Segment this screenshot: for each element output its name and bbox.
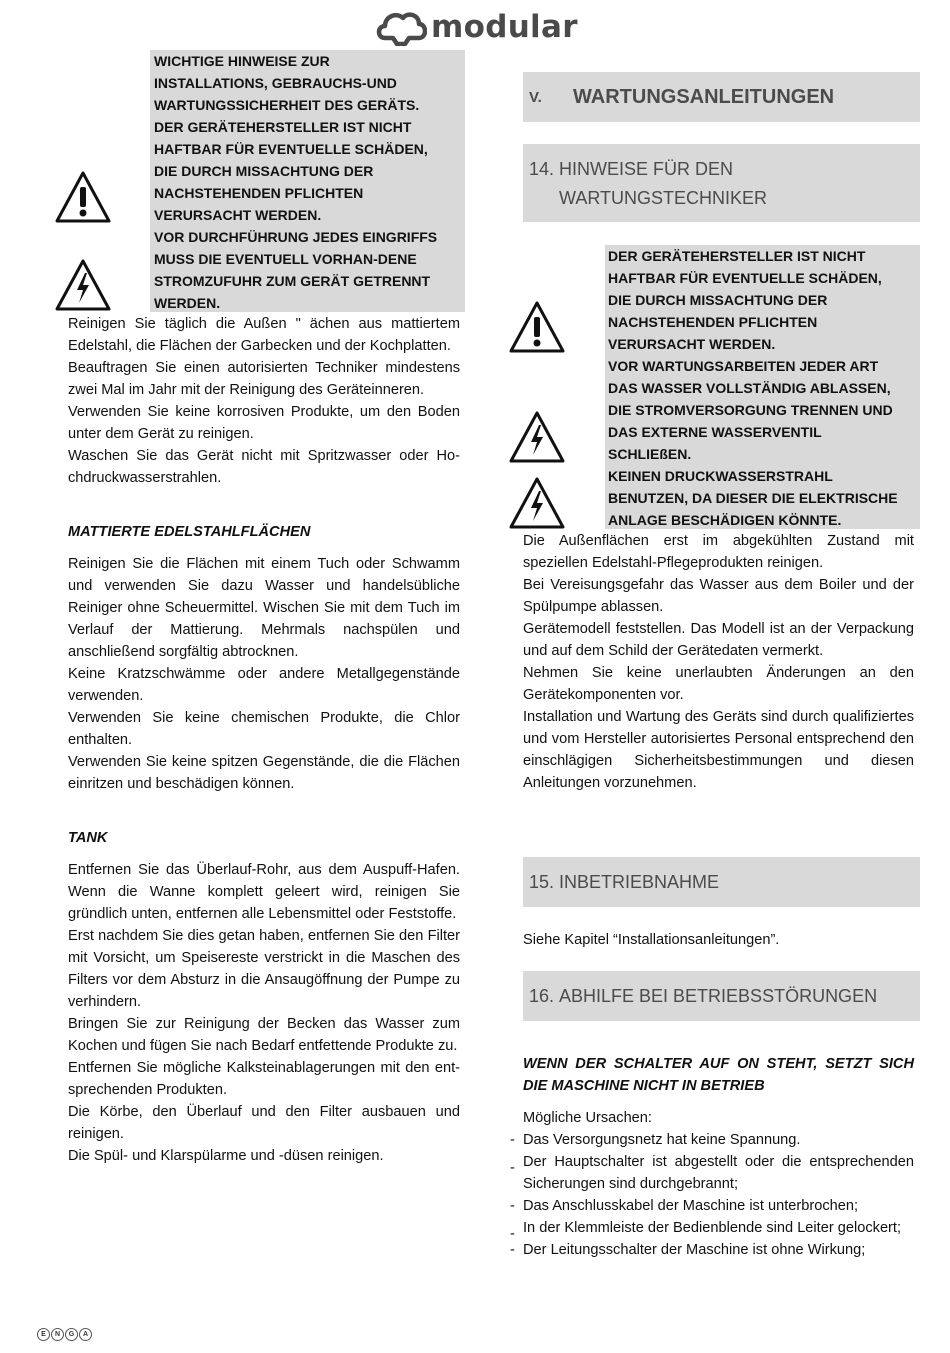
causes-list <box>510 1129 914 1261</box>
brand-logo <box>375 6 578 48</box>
paragraph: Entfernen Sie mögliche Kalksteinablagerungen mit den ent-sprechenden Produkten. <box>68 1060 460 1098</box>
technician-warning-text: DER GERÄTEHERSTELLER IST NICHT HAFTBAR FÜR EVENTUELLE SCHÄDEN, DIE DURCH MISSACHTUNG DER NACHSTEHENDEN PFLICHTEN VERURSACHT WERDEN. VOR WARTUNGSARBEITEN JEDER ART DAS WASSER VOLLSTÄNDIG ABLASSEN, DIE STROMVERSORGUNG TRENNEN UND DAS EXTERNE WASSERVENTIL SCHLIEßEN. KEINEN DRUCKWASSERSTRAHL BENUTZEN, DA DIESER DIE ELEKTRISCHE ANLAGE BESCHÄDIGEN KÖNNTE. <box>608 248 898 528</box>
paragraph: Die Spül- und Klarspülarme und -düsen reinigen. <box>68 1148 384 1164</box>
section-number: 15. <box>529 871 555 892</box>
list-item: - Der Leitungsschalter der Maschine ist ohne Wirkung; <box>510 1242 866 1258</box>
paragraph: Keine Kratzschwämme oder andere Metallgegenstände verwenden. <box>68 666 460 704</box>
certification-mark-icon: G <box>65 1328 78 1341</box>
certification-mark-icon: A <box>79 1328 92 1341</box>
certification-marks <box>37 1328 92 1341</box>
causes-label: Mögliche Ursachen: <box>523 1110 652 1126</box>
paragraph: Beauftragen Sie einen autorisierten Techniker mindestens zwei Mal im Jahr mit der Reinigung des Geräteinneren. <box>68 360 460 398</box>
section-title: ABHILFE BEI BETRIEBSSTÖRUNGEN <box>559 985 878 1006</box>
section-16-heading <box>523 971 920 1021</box>
brand-name: modular <box>431 9 578 45</box>
section-title: WARTUNGSTECHNIKER <box>559 188 768 208</box>
section-14-body <box>523 530 914 794</box>
paragraph: Bringen Sie zur Reinigung der Becken das Wasser zum Kochen und fügen Sie nach Bedarf entfettende Produkte zu. <box>68 1016 460 1054</box>
list-item: - Das Versorgungsnetz hat keine Spannung. <box>510 1132 801 1148</box>
paragraph: Reinigen Sie täglich die Außen " ächen aus mattiertem Edelstahl, die Flächen der Garbecken und der Kochplatten. <box>68 316 460 354</box>
technician-warning-box <box>605 245 920 529</box>
safety-warning-box <box>150 50 465 312</box>
chapter-number: V. <box>529 88 542 106</box>
paragraph: Erst nachdem Sie dies getan haben, entfernen Sie den Filter mit Vorsicht, um Speisereste verstrickt in die Maschen des Filters vor dem Absturz in die Ansaugöffnung der Pumpe zu verhindern. <box>68 928 460 1010</box>
paragraph: Reinigen Sie die Flächen mit einem Tuch oder Schwamm und verwenden Sie dazu Wasser und handelsübliche Reiniger ohne Scheuermittel. Wischen Sie mit dem Tuch im Verlauf der Mattierung. Mehrmals nachspülen und anschließend sorgfältig abtrocknen. <box>68 556 460 660</box>
electrical-hazard-icon <box>508 410 566 464</box>
left-column-text <box>68 313 460 1167</box>
section-15-body <box>523 929 914 951</box>
paragraph: Bei Vereisungsgefahr das Wasser aus dem Boiler und der Spülpumpe ablassen. <box>523 577 914 615</box>
paragraph: Installation und Wartung des Geräts sind durch qualifiziertes und vom Hersteller autorisiertes Personal entsprechend den einschlägigen Sicherheitsbestimmungen und diesen Anleitungen vorzunehmen. <box>523 709 914 791</box>
paragraph: Waschen Sie das Gerät nicht mit Spritzwasser oder Ho-chdruckwasserstrahlen. <box>68 448 460 486</box>
section-title: HINWEISE FÜR DEN <box>559 159 734 179</box>
paragraph: Verwenden Sie keine spitzen Gegenstände, die die Flächen einritzen und beschädigen können. <box>68 754 460 792</box>
chapter-heading <box>523 72 920 122</box>
paragraph: Nehmen Sie keine unerlaubten Änderungen an den Gerätekomponenten vor. <box>523 665 914 703</box>
paragraph: Die Körbe, den Überlauf und den Filter ausbauen und reinigen. <box>68 1104 460 1142</box>
list-item: - In der Klemmleiste der Bedienblende sind Leiter gelockert; <box>510 1220 902 1242</box>
section-14-heading <box>523 144 920 222</box>
section-number: 14. <box>529 159 555 179</box>
paragraph: Verwenden Sie keine chemischen Produkte, die Chlor enthalten. <box>68 710 460 748</box>
section-15-heading <box>523 857 920 907</box>
section-heading: TANK <box>68 830 108 846</box>
paragraph: Verwenden Sie keine korrosiven Produkte, um den Boden unter dem Gerät zu reinigen. <box>68 404 460 442</box>
electrical-hazard-icon <box>54 258 112 312</box>
certification-mark-icon: N <box>51 1328 64 1341</box>
safety-warning-text: WICHTIGE HINWEISE ZUR INSTALLATIONS, GEBRAUCHS-UND WARTUNGSSICHERHEIT DES GERÄTS. DER GERÄTEHERSTELLER IST NICHT HAFTBAR FÜR EVENTUELLE SCHÄDEN, DIE DURCH MISSACHTUNG DER NACHSTEHENDEN PFLICHTEN VERURSACHT WERDEN. VOR DURCHFÜHRUNG JEDES EINGRIFFS MUSS DIE EVENTUELL VORHAN-DENE STROMZUFUHR ZUM GERÄT GETRENNT WERDEN. <box>154 53 438 311</box>
section-16-body <box>510 1053 914 1261</box>
list-item: - Der Hauptschalter ist abgestellt oder die entsprechenden Sicherungen sind durchgebrannt; <box>510 1154 914 1192</box>
warning-triangle-icon <box>508 300 566 354</box>
fault-heading: WENN DER SCHALTER AUF ON STEHT, SETZT SICH DIE MASCHINE NICHT IN BETRIEB <box>523 1056 914 1094</box>
paragraph: Siehe Kapitel “Installationsanleitungen”. <box>523 932 780 948</box>
list-item: - Das Anschlusskabel der Maschine ist unterbrochen; <box>510 1198 859 1214</box>
warning-triangle-icon <box>54 170 112 224</box>
chapter-title: WARTUNGSANLEITUNGEN <box>573 85 835 108</box>
section-number: 16. <box>529 985 555 1006</box>
section-title: INBETRIEBNAHME <box>559 871 720 892</box>
electrical-hazard-icon <box>508 476 566 530</box>
cloud-logo-icon <box>375 8 427 46</box>
section-heading: MATTIERTE EDELSTAHLFLÄCHEN <box>68 524 311 540</box>
certification-mark-icon: E <box>37 1328 50 1341</box>
paragraph: Entfernen Sie das Überlauf-Rohr, aus dem Auspuff-Hafen. Wenn die Wanne komplett geleert wird, reinigen Sie gründlich unten, entfernen alle Lebensmittel oder Feststoffe. <box>68 862 460 922</box>
paragraph: Die Außenflächen erst im abgekühlten Zustand mit speziellen Edelstahl-Pflegeprodukten reinigen. <box>523 533 914 571</box>
paragraph: Gerätemodell feststellen. Das Modell ist an der Verpackung und auf dem Schild der Gerätedaten vermerkt. <box>523 621 914 659</box>
